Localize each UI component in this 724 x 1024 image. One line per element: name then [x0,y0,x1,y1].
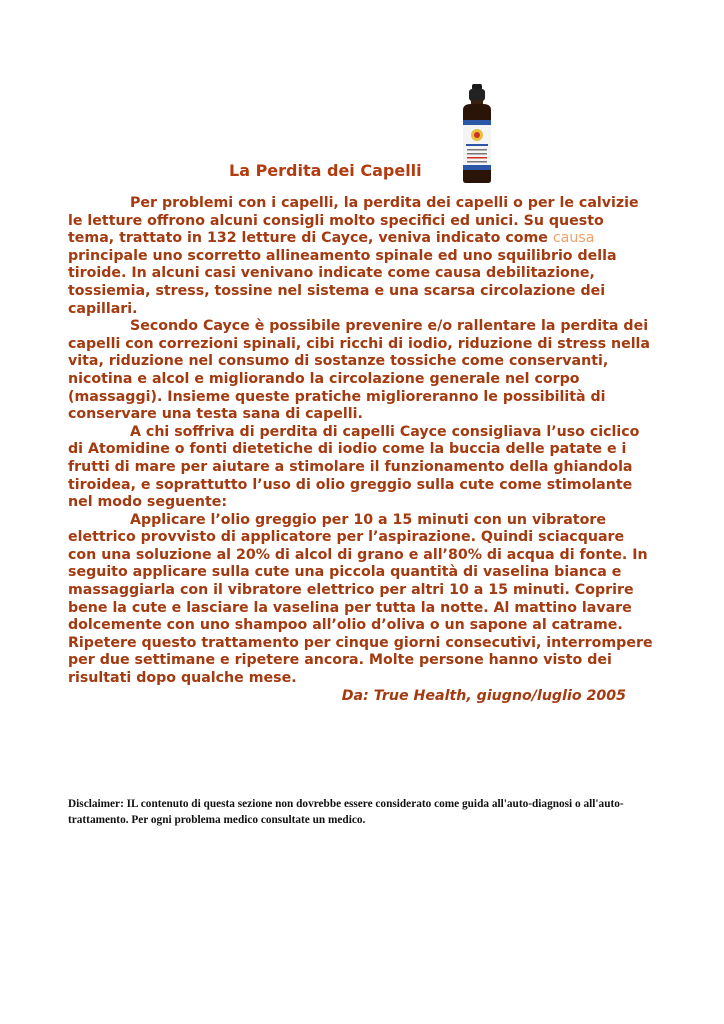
paragraph-2 [68,318,654,424]
paragraph-1 [68,195,654,318]
source-citation: Da: True Health, giugno/luglio 2005 [341,687,626,704]
paragraph-4 [68,512,654,688]
paragraph-2-text: Secondo Cayce è possibile prevenire e/o rallentare la perdita dei capelli con correzioni spinali, cibi ricchi di iodio, riduzione di stress nella vita, riduzione nel consumo di sostanze tossiche come conservanti, nicotina e alcol e migliorando la circolazione generale nel corpo (massaggi). Insieme queste pratiche miglioreranno le possibilità di conservare una testa sana di capelli. [68,318,650,423]
paragraph-3-text: A chi soffriva di perdita di capelli Cayce consigliava l’uso ciclico di Atomidine o fonti dietetiche di iodio come la buccia delle patate e i frutti di mare per aiutare a stimolare il funzionamento della ghiandola tiroidea, e soprattutto l’uso di olio greggio sulla cute come stimolante nel modo seguente: [68,423,640,511]
paragraph-4-text: Applicare l’olio greggio per 10 a 15 minuti con un vibratore elettrico provvisto di applicatore per l’aspirazione. Quindi sciacquare con una soluzione al 20% di alcol di grano e all’80% di acqua di fonte. In seguito applicare sulla cute una piccola quantità di vaselina bianca e massaggiarla con il vibratore elettrico per altri 10 a 15 minuti. Coprire bene la cute e lasciare la vaselina per tutta la notte. Al mattino lavare dolcemente con uno shampoo all’olio d’oliva o un sapone al catrame. Ripetere questo trattamento per cinque giorni consecutivi, interrompere per due settimane e ripetere ancora. Molte persone hanno visto dei risultati dopo qualche mese. [68,511,653,687]
causa-link[interactable]: causa [552,230,595,247]
page-title: La Perdita dei Capelli [229,161,422,180]
disclaimer: Disclaimer: IL contenuto di questa sezione non dovrebbe essere considerato come guida all'auto-diagnosi o all'auto-trattamento. Per ogni problema medico consultate un medico. [68,798,624,826]
paragraph-1-text-end: principale uno scorretto allineamento spinale ed uno squilibrio della tiroide. In alcuni casi venivano indicate come causa debilitazione, tossiemia, stress, tossine nel sistema e una scarsa circolazione dei capillari. [68,247,617,317]
article-body [68,195,654,705]
paragraph-3 [68,424,654,512]
product-bottle-image [451,84,503,184]
paragraph-1-text-start: Per problemi con i capelli, la perdita dei capelli o per le calvizie le letture offrono alcuni consigli molto specifici ed unici. Su questo tema, trattato in 132 letture di Cayce, veniva indicato come [68,195,639,247]
